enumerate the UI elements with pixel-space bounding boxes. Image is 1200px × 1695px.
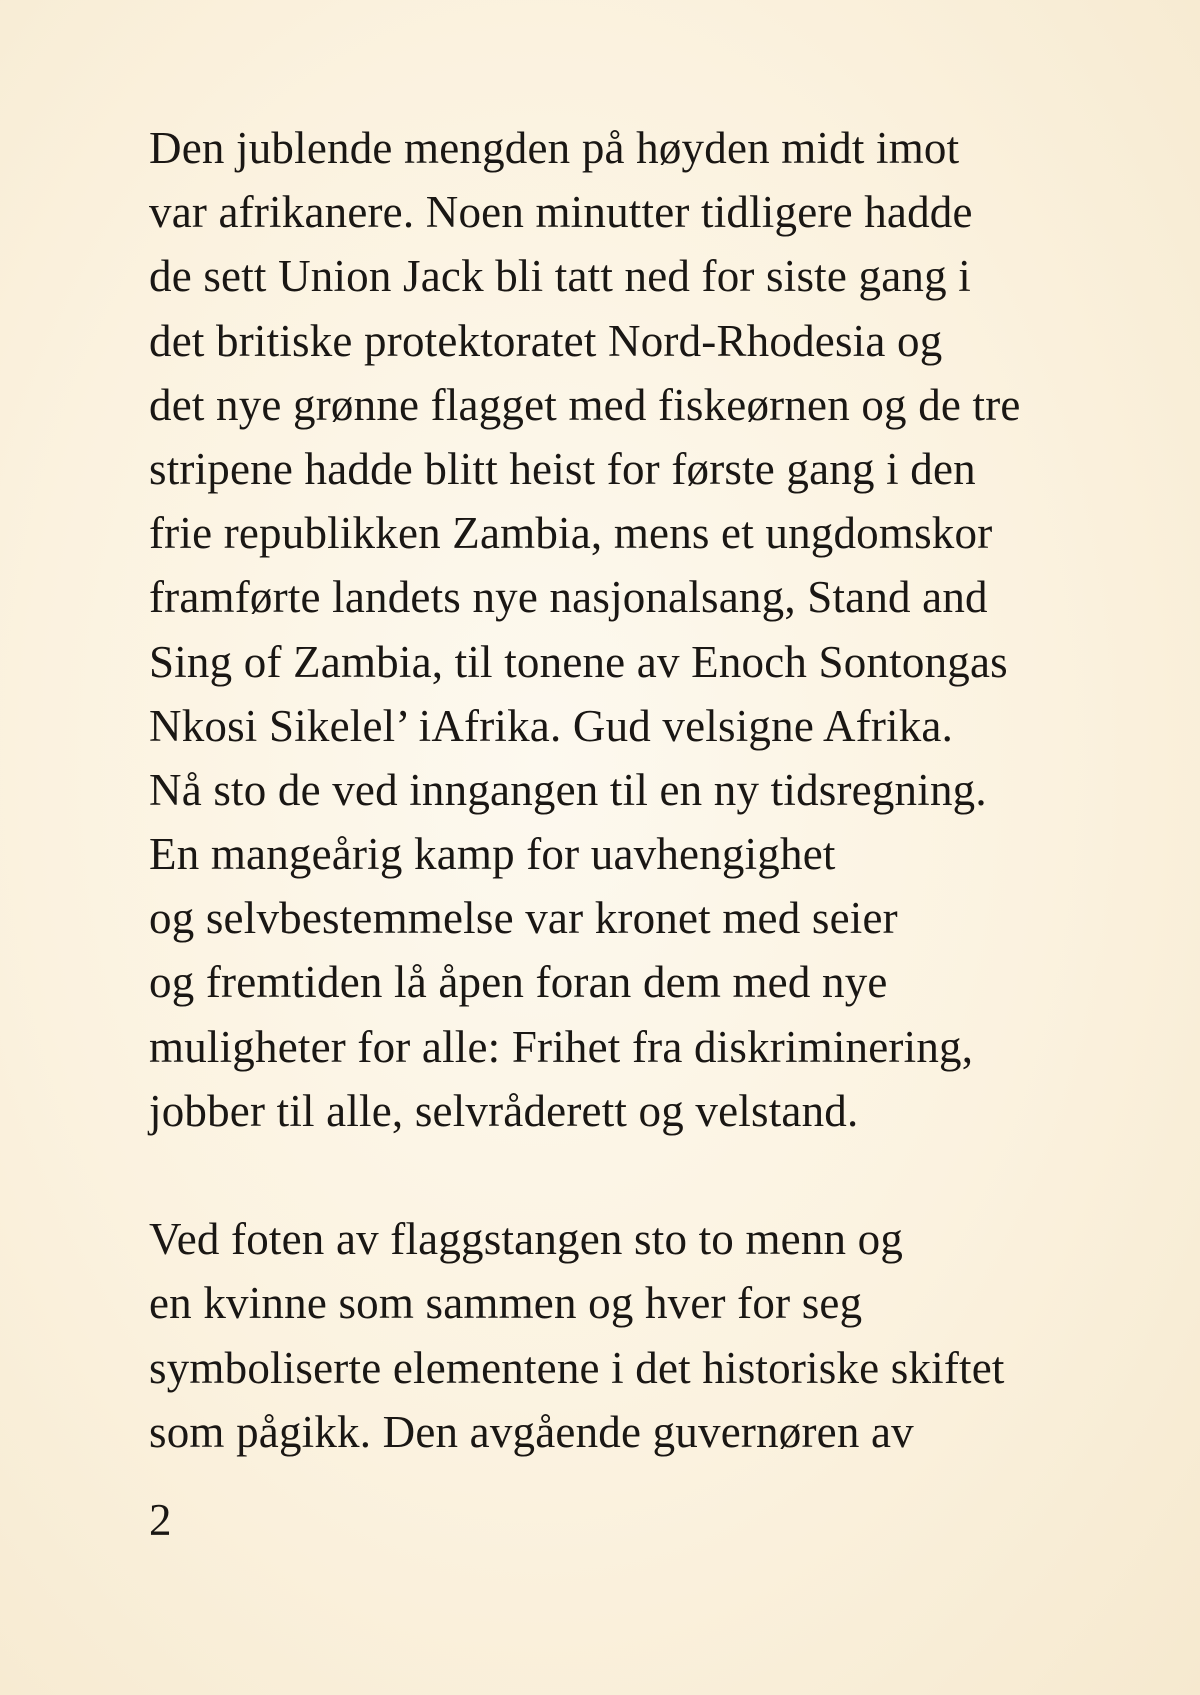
text-line: som pågikk. Den avgående guvernøren av	[149, 1406, 914, 1457]
text-line: det nye grønne flagget med fiskeørnen og de tre	[149, 379, 1021, 430]
text-line: de sett Union Jack bli tatt ned for siste gang i	[149, 251, 971, 302]
text-line: Nkosi Sikelel’ iAfrika. Gud velsigne Afrika.	[149, 700, 954, 751]
text-line: muligheter for alle: Frihet fra diskriminering,	[149, 1021, 974, 1072]
text-line: En mangeårig kamp for uavhengighet	[149, 829, 836, 880]
text-line: symboliserte elementene i det historiske skiftet	[149, 1342, 1005, 1393]
text-line: det britiske protektoratet Nord-Rhodesia og	[149, 315, 943, 366]
body-text	[149, 116, 1149, 1464]
text-line: og selvbestemmelse var kronet med seier	[149, 893, 898, 944]
text-line: Nå sto de ved inngangen til en ny tidsregning.	[149, 764, 987, 815]
text-line: og fremtiden lå åpen foran dem med nye	[149, 957, 888, 1008]
text-line: frie republikken Zambia, mens et ungdomskor	[149, 508, 993, 559]
paragraph-gap	[149, 1143, 1149, 1207]
paragraph-2	[149, 1207, 1149, 1464]
text-line: jobber til alle, selvråderett og velstand.	[149, 1085, 859, 1136]
text-line: Ved foten av flaggstangen sto to menn og	[149, 1214, 904, 1265]
text-line: framførte landets nye nasjonalsang, Stand and	[149, 572, 988, 623]
page-number: 2	[149, 1495, 172, 1545]
text-line: stripene hadde blitt heist for første gang i den	[149, 443, 976, 494]
text-line: en kvinne som sammen og hver for seg	[149, 1278, 863, 1329]
text-line: Sing of Zambia, til tonene av Enoch Sontongas	[149, 636, 1008, 687]
text-line: var afrikanere. Noen minutter tidligere hadde	[149, 187, 973, 238]
text-line: Den jublende mengden på høyden midt imot	[149, 123, 960, 173]
paragraph-1	[149, 116, 1149, 1143]
